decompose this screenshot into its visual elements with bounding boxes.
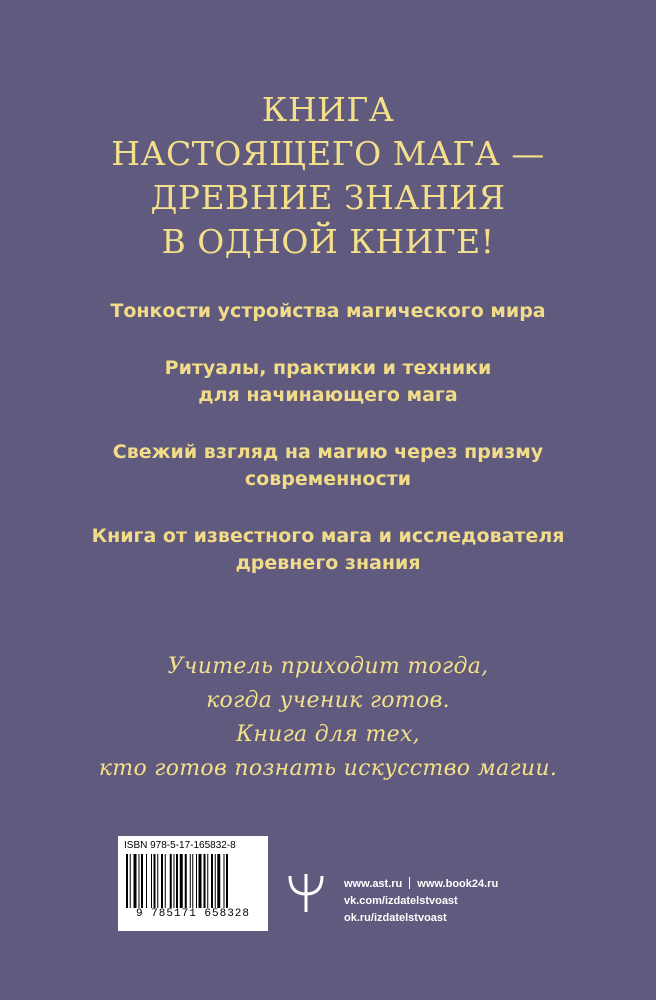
feature-line: современности [244,468,412,490]
site-vk-link[interactable]: vk.com/izdatelstvoast [344,895,458,907]
feature-list [0,298,656,607]
barcode-bars [124,854,262,908]
site-book24-link[interactable]: www.book24.ru [417,878,499,890]
divider [409,877,410,889]
headline-line: НАСТОЯЩЕГО МАГА — [111,134,545,173]
headline [0,88,656,264]
site-ast-link[interactable]: www.ast.ru [344,878,403,890]
headline-line: В ОДНОЙ КНИГЕ! [161,222,495,261]
feature-line: Свежий взгляд на магию через призму [112,441,544,463]
feature-item [0,298,656,325]
headline-line: КНИГА [261,90,395,129]
site-ok-link[interactable]: ok.ru/izdatelstvoast [344,912,447,924]
quote-line: Учитель приходит тогда, [167,654,489,679]
feature-item [0,523,656,577]
quote-line: кто готов познать искусство магии. [98,756,558,781]
feature-line: Тонкости устройства магического мира [110,300,546,322]
feature-line: Книга от известного мага и исследователя [91,525,565,547]
barcode-digits: 9 785171 658328 [135,908,251,920]
feature-line: древнего знания [235,552,421,574]
barcode-block [118,836,268,931]
isbn-text: ISBN 978-5-17-165832-8 [124,840,236,851]
feature-line: для начинающего мага [198,384,458,406]
quote-line: когда ученик готов. [206,688,450,713]
feature-line: Ритуалы, практики и техники [164,357,492,379]
publisher-sites [344,876,498,927]
quote-line: Книга для тех, [236,722,420,747]
psi-icon [286,872,326,919]
quote [0,650,656,786]
feature-item [0,439,656,493]
feature-item [0,355,656,409]
headline-line: ДРЕВНИЕ ЗНАНИЯ [150,178,506,217]
